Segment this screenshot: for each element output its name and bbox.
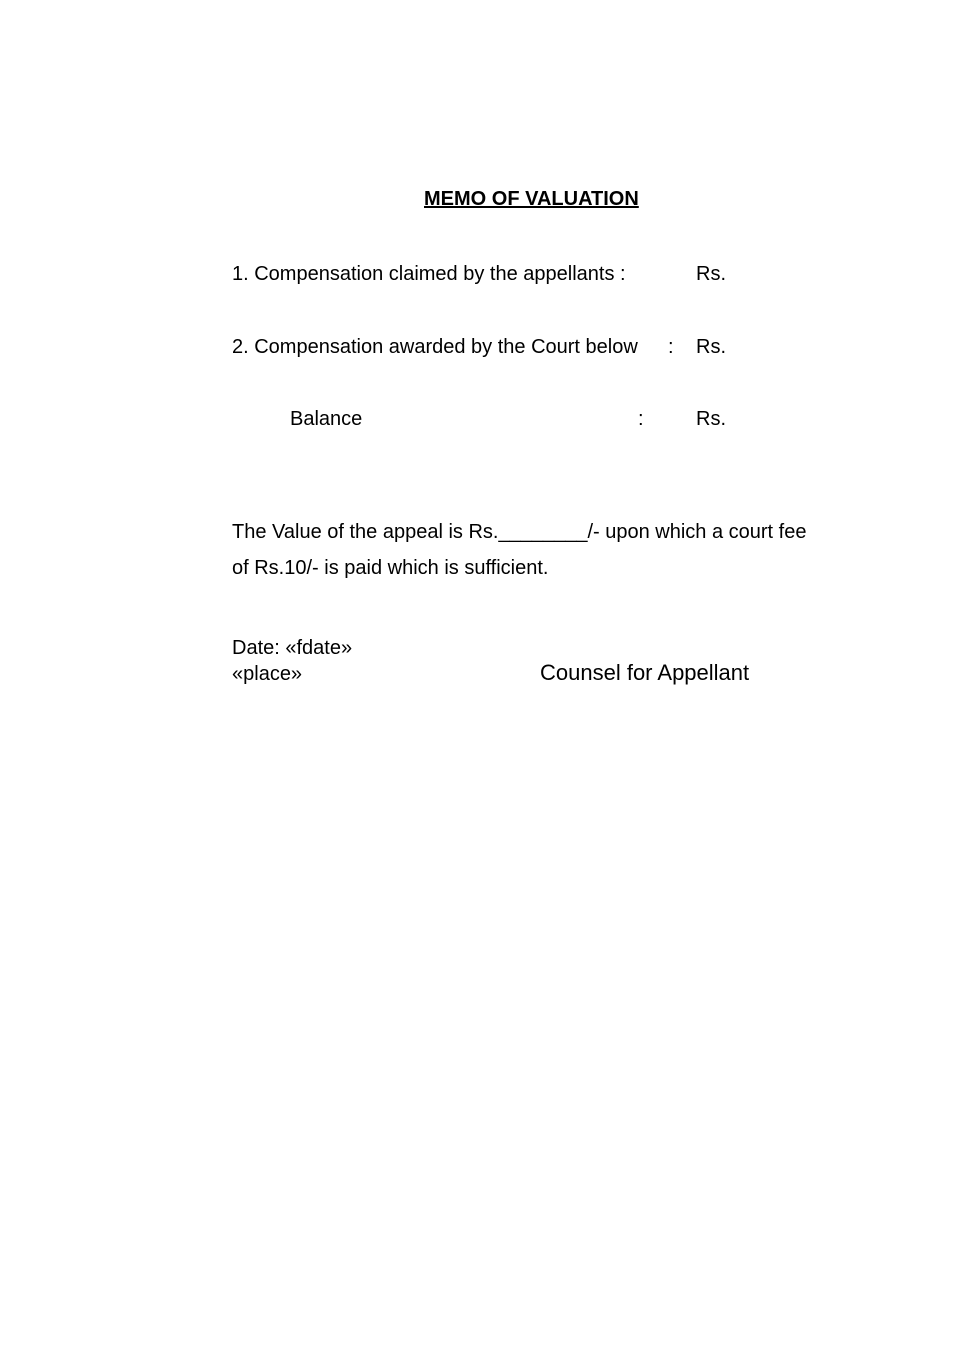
item-1-label: 1. Compensation claimed by the appellants : bbox=[232, 263, 626, 285]
item-2-amount: Rs. bbox=[696, 336, 726, 358]
item-2-separator: : bbox=[668, 336, 674, 358]
valuation-paragraph bbox=[232, 514, 852, 586]
date-field: Date: «fdate» bbox=[232, 637, 353, 659]
balance-amount: Rs. bbox=[696, 408, 726, 430]
valuation-paragraph-line-2: of Rs.10/- is paid which is sufficient. bbox=[232, 557, 549, 579]
place-field: «place» bbox=[232, 663, 303, 685]
balance-label: Balance bbox=[290, 408, 363, 430]
item-1-amount: Rs. bbox=[696, 263, 726, 285]
valuation-paragraph-line-1: The Value of the appeal is Rs.________/- upon which a court fee bbox=[232, 521, 807, 543]
page-title: MEMO OF VALUATION bbox=[424, 188, 639, 210]
item-2-label: 2. Compensation awarded by the Court below bbox=[232, 336, 638, 358]
signature-counsel: Counsel for Appellant bbox=[540, 660, 750, 685]
balance-separator: : bbox=[638, 408, 644, 430]
